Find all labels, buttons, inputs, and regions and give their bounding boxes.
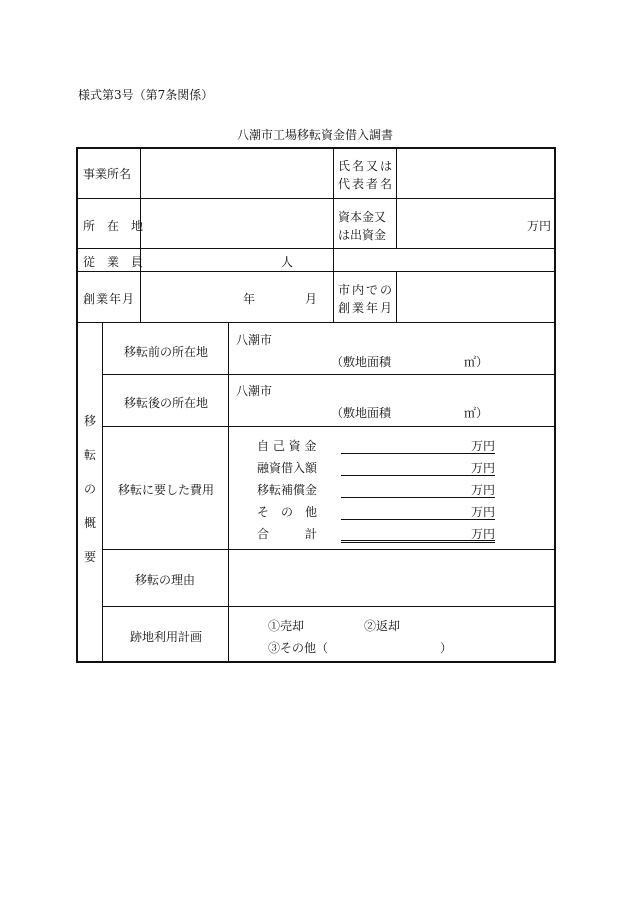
cost-item-name: 融資借入額 — [257, 461, 318, 475]
capital-unit: 万円 — [527, 219, 552, 233]
site-plan-label: 跡地利用計画 — [130, 630, 203, 644]
site-option-other-close: ） — [440, 641, 453, 655]
employees-label: 従 業 員 — [83, 255, 144, 269]
cost-row-compensation — [257, 481, 497, 503]
after-area-unit: ㎡） — [464, 406, 489, 420]
col-divider — [396, 147, 397, 249]
founded-label: 創業年月 — [83, 292, 136, 306]
before-city: 八潮市 — [236, 333, 273, 347]
section-char: 移 — [83, 414, 96, 428]
cost-unit: 万円 — [470, 483, 495, 497]
after-area-label: （敷地面積 — [331, 406, 392, 420]
row-divider — [102, 606, 556, 607]
site-option-return: ②返却 — [364, 619, 401, 633]
row-divider — [102, 374, 556, 375]
section-char: 要 — [83, 550, 96, 564]
cost-row-loan — [257, 459, 497, 481]
office-name-label: 事業所名 — [83, 167, 132, 181]
col-divider — [396, 271, 397, 323]
document-title: 八潮市工場移転資金借入調書 — [236, 128, 393, 142]
relocation-reason-label: 移転の理由 — [135, 573, 196, 587]
address-label: 所 在 地 — [83, 219, 144, 233]
cost-row-other — [257, 503, 497, 525]
cost-unit: 万円 — [470, 439, 495, 453]
row-divider — [102, 549, 556, 550]
col-divider — [102, 322, 103, 663]
before-location-label: 移転前の所在地 — [124, 345, 209, 359]
employees-unit: 人 — [281, 255, 294, 269]
section-char: の — [83, 482, 96, 496]
row-divider — [76, 248, 556, 249]
form-number: 様式第3号（第7条関係） — [78, 88, 214, 102]
cost-row-own-funds — [257, 437, 497, 459]
after-location-label: 移転後の所在地 — [124, 396, 209, 410]
site-option-sale: ①売却 — [268, 619, 305, 633]
rep-name-label-1: 氏名又は — [338, 159, 395, 173]
founded-month-unit: 月 — [305, 292, 318, 306]
row-divider — [76, 271, 556, 272]
cost-row-total — [257, 525, 497, 547]
founded-year-unit: 年 — [243, 292, 256, 306]
cost-item-name: 自 己 資 金 — [257, 439, 317, 453]
section-char: 転 — [83, 448, 96, 462]
cost-item-name: 合 計 — [257, 527, 318, 541]
cost-unit: 万円 — [470, 527, 495, 541]
before-area-label: （敷地面積 — [331, 355, 392, 369]
cost-item-name: そ の 他 — [257, 505, 318, 519]
row-divider — [76, 322, 556, 323]
section-char: 概 — [83, 516, 96, 530]
city-founded-label-1: 市内での — [338, 283, 395, 297]
cost-item-name: 移転補償金 — [257, 483, 318, 497]
col-divider — [140, 147, 141, 323]
relocation-cost-label: 移転に要した費用 — [118, 483, 215, 497]
cost-unit: 万円 — [470, 461, 495, 475]
capital-label-1: 資本金又 — [338, 210, 387, 224]
row-divider — [102, 426, 556, 427]
col-divider — [228, 322, 229, 663]
col-divider — [333, 147, 334, 323]
site-option-other: ③その他（ — [268, 641, 329, 655]
city-founded-label-2: 創業年月 — [338, 301, 395, 315]
cost-unit: 万円 — [470, 505, 495, 519]
before-area-unit: ㎡） — [464, 355, 489, 369]
capital-label-2: は出資金 — [338, 228, 387, 242]
relocation-summary-label — [80, 412, 100, 582]
rep-name-label-2: 代表者名 — [338, 177, 395, 191]
after-city: 八潮市 — [236, 384, 273, 398]
row-divider — [76, 198, 556, 199]
